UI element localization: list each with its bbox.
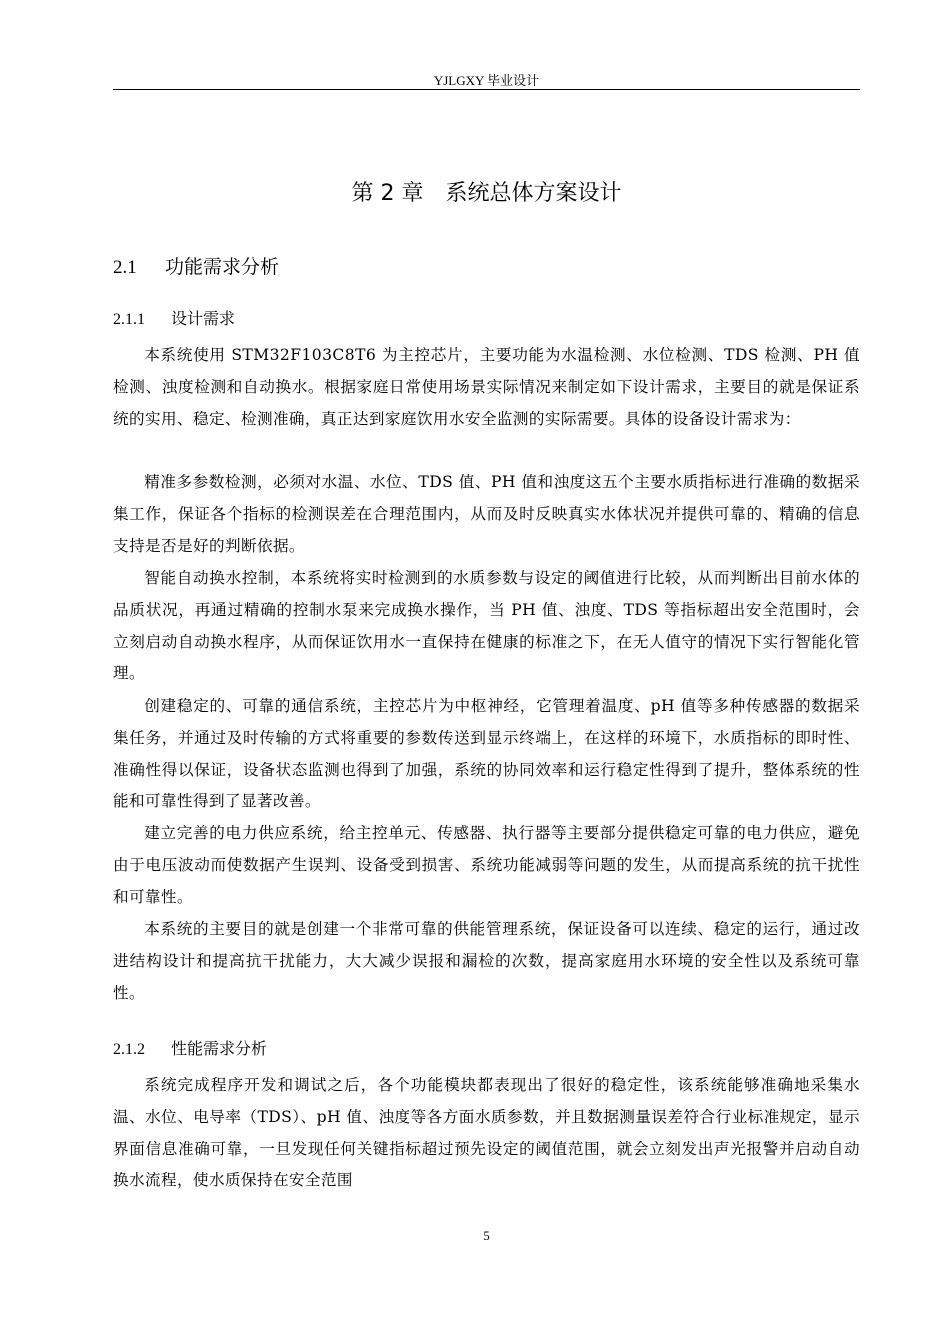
subsection-title: 设计需求 (171, 309, 236, 328)
paragraph: 精准多参数检测，必须对水温、水位、TDS 值、PH 值和浊度这五个主要水质指标进行准确的数据采集工作，保证各个指标的检测误差在合理范围内，从而及时反映真实水体状况并提供可靠的、精确的信息支持是否是好的判断依据。 (113, 473, 860, 555)
paragraph: 本系统的主要目的就是创建一个非常可靠的供能管理系统，保证设备可以连续、稳定的运行，通过改进结构设计和提高抗干扰能力，大大减少误报和漏检的次数，提高家庭用水环境的安全性以及系统可靠性。 (113, 920, 860, 1002)
subsection-heading-design (113, 306, 235, 329)
page-header: YJLGXY 毕业设计 (433, 73, 540, 88)
subsection-title: 性能需求分析 (171, 1039, 268, 1058)
chapter-title (113, 176, 860, 207)
paragraph: 系统完成程序开发和调试之后，各个功能模块都表现出了很好的稳定性，该系统能够准确地采集水温、水位、电导率（TDS）、pH 值、浊度等各方面水质参数，并且数据测量误差符合行业标准规定，显示界面信息准确可靠，一旦发现任何关键指标超过预先设定的阈值范围，就会立刻发出声光报警并启动自动换水流程，使水质保持在安全范围 (113, 1076, 860, 1190)
section-title: 功能需求分析 (165, 256, 280, 278)
paragraph: 建立完善的电力供应系统，给主控单元、传感器、执行器等主要部分提供稳定可靠的电力供应，避免由于电压波动而使数据产生误判、设备受到损害、系统功能减弱等问题的发生，从而提高系统的抗干扰性和可靠性。 (113, 824, 860, 906)
subsection-number: 2.1.1 (113, 311, 145, 328)
paragraph: 本系统使用 STM32F103C8T6 为主控芯片，主要功能为水温检测、水位检测、TDS 检测、PH 值检测、浊度检测和自动换水。根据家庭日常使用场景实际情况来制定如下设计需求，主要目的就是保证系统的实用、稳定、检测准确，真正达到家庭饮用水安全监测的实际需要。具体的设备设计需求为： (113, 346, 860, 428)
paragraph: 智能自动换水控制，本系统将实时检测到的水质参数与设定的阈值进行比较，从而判断出目前水体的品质状况，再通过精确的控制水泵来完成换水操作，当 PH 值、浊度、TDS 等指标超出安全范围时，会立刻启动自动换水程序，从而保证饮用水一直保持在健康的标准之下，在无人值守的情况下实行智能化管理。 (113, 569, 860, 683)
subsection-number: 2.1.2 (113, 1041, 145, 1058)
paragraph: 创建稳定的、可靠的通信系统，主控芯片为中枢神经，它管理着温度、pH 值等多种传感器的数据采集任务，并通过及时传输的方式将重要的参数传送到显示终端上，在这样的环境下，水质指标的即时性、准确性得以保证，设备状态监测也得到了加强，系统的协同效率和运行稳定性得到了提升，整体系统的性能和可靠性得到了显著改善。 (113, 697, 860, 811)
page-number: 5 (483, 1228, 490, 1243)
subsection-heading-performance (113, 1036, 267, 1059)
section-number: 2.1 (113, 257, 137, 278)
header-rule (113, 89, 860, 90)
chapter-number: 第 2 章 (351, 181, 424, 206)
section-heading (113, 252, 279, 279)
chapter-title-text: 系统总体方案设计 (445, 181, 622, 206)
